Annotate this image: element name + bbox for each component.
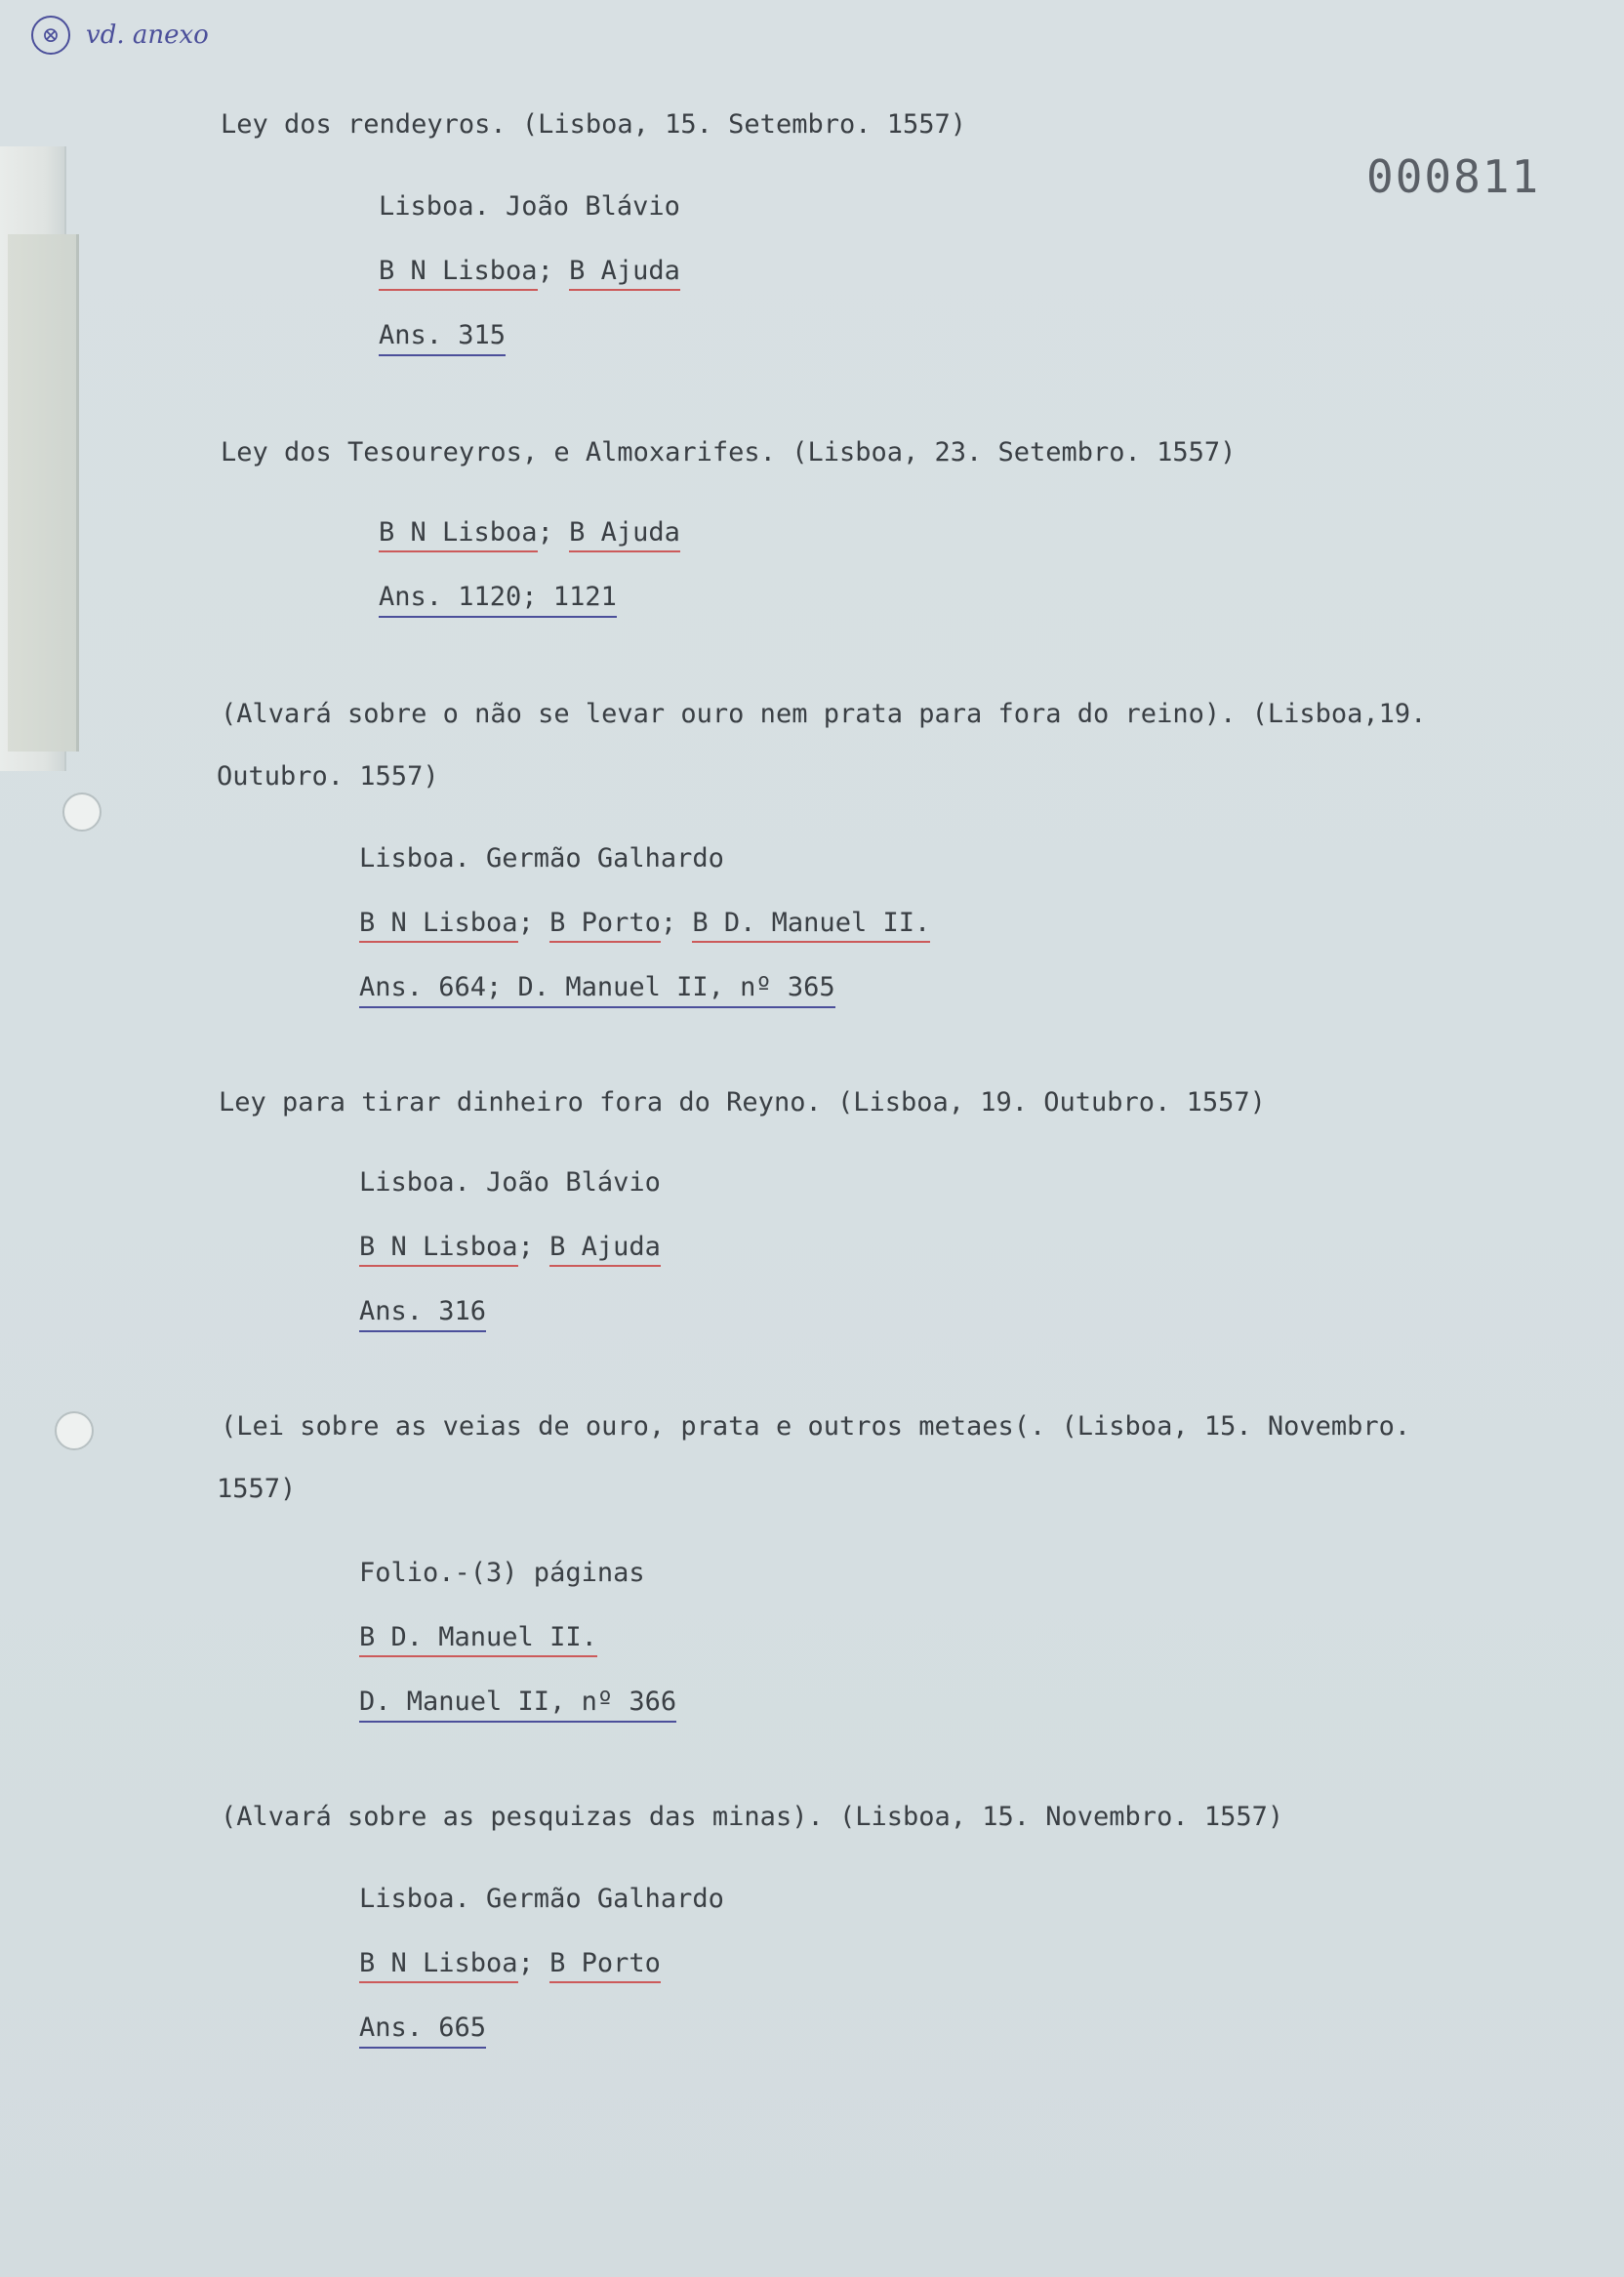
annotation-text: vd. anexo xyxy=(86,20,209,50)
entry-refs xyxy=(379,582,617,618)
entry-title-cont: Outubro. 1557) xyxy=(217,761,439,792)
tape-inner xyxy=(8,234,79,752)
entry-libraries xyxy=(359,1622,597,1657)
library: B Ajuda xyxy=(549,1232,661,1267)
entry-printer: Lisboa. João Blávio xyxy=(379,191,680,222)
separator: ; xyxy=(517,1948,550,1978)
entry-refs xyxy=(359,1296,486,1332)
entry-libraries xyxy=(379,256,680,291)
document-number-stamp: 000811 xyxy=(1366,150,1541,203)
entry-printer: Lisboa. João Blávio xyxy=(359,1167,661,1198)
separator: ; xyxy=(537,256,570,286)
entry-title-cont: 1557) xyxy=(217,1474,297,1504)
entry-libraries xyxy=(359,908,930,943)
reference: Ans. 664; D. Manuel II, nº 365 xyxy=(359,972,835,1008)
entry-refs xyxy=(359,2013,486,2049)
separator: ; xyxy=(517,908,550,938)
entry-libraries xyxy=(379,517,680,552)
separator: ; xyxy=(517,1232,550,1262)
separator: ; xyxy=(660,908,693,938)
entry-refs xyxy=(359,972,835,1008)
reference: Ans. 316 xyxy=(359,1296,486,1332)
entry-title: Ley dos Tesoureyros, e Almoxarifes. (Lisboa, 23. Setembro. 1557) xyxy=(221,437,1237,468)
separator: ; xyxy=(537,517,570,548)
reference: Ans. 665 xyxy=(359,2013,486,2049)
library: B Ajuda xyxy=(569,256,680,291)
entry-format: Folio.-(3) páginas xyxy=(359,1558,645,1588)
library: B Ajuda xyxy=(569,517,680,552)
entry-title: Ley para tirar dinheiro fora do Reyno. (Lisboa, 19. Outubro. 1557) xyxy=(219,1087,1266,1118)
entry-title: (Lei sobre as veias de ouro, prata e outros metaes(. (Lisboa, 15. Novembro. xyxy=(221,1411,1411,1442)
entry-title: (Alvará sobre as pesquizas das minas). (Lisboa, 15. Novembro. 1557) xyxy=(221,1802,1284,1832)
library: B N Lisboa xyxy=(379,517,538,552)
library: B N Lisboa xyxy=(379,256,538,291)
library: B Porto xyxy=(549,908,661,943)
circled-x-icon: ⊗ xyxy=(31,16,70,55)
library: B D. Manuel II. xyxy=(359,1622,597,1657)
punch-hole xyxy=(62,793,102,832)
entry-libraries xyxy=(359,1232,661,1267)
entry-title: (Alvará sobre o não se levar ouro nem prata para fora do reino). (Lisboa,19. xyxy=(221,699,1427,729)
corner-annotation xyxy=(31,16,209,55)
entry-printer: Lisboa. Germão Galhardo xyxy=(359,1884,724,1914)
library: B N Lisboa xyxy=(359,908,518,943)
library: B N Lisboa xyxy=(359,1232,518,1267)
library: B Porto xyxy=(549,1948,661,1983)
entry-printer: Lisboa. Germão Galhardo xyxy=(359,843,724,874)
entry-title: Ley dos rendeyros. (Lisboa, 15. Setembro. 1557) xyxy=(221,109,967,140)
reference: Ans. 315 xyxy=(379,320,506,356)
reference: Ans. 1120; 1121 xyxy=(379,582,617,618)
reference: D. Manuel II, nº 366 xyxy=(359,1687,676,1723)
tape-strip xyxy=(0,146,66,771)
punch-hole xyxy=(55,1411,94,1450)
library: B N Lisboa xyxy=(359,1948,518,1983)
entry-refs xyxy=(379,320,506,356)
entry-libraries xyxy=(359,1948,661,1983)
entry-refs xyxy=(359,1687,676,1723)
library: B D. Manuel II. xyxy=(692,908,930,943)
